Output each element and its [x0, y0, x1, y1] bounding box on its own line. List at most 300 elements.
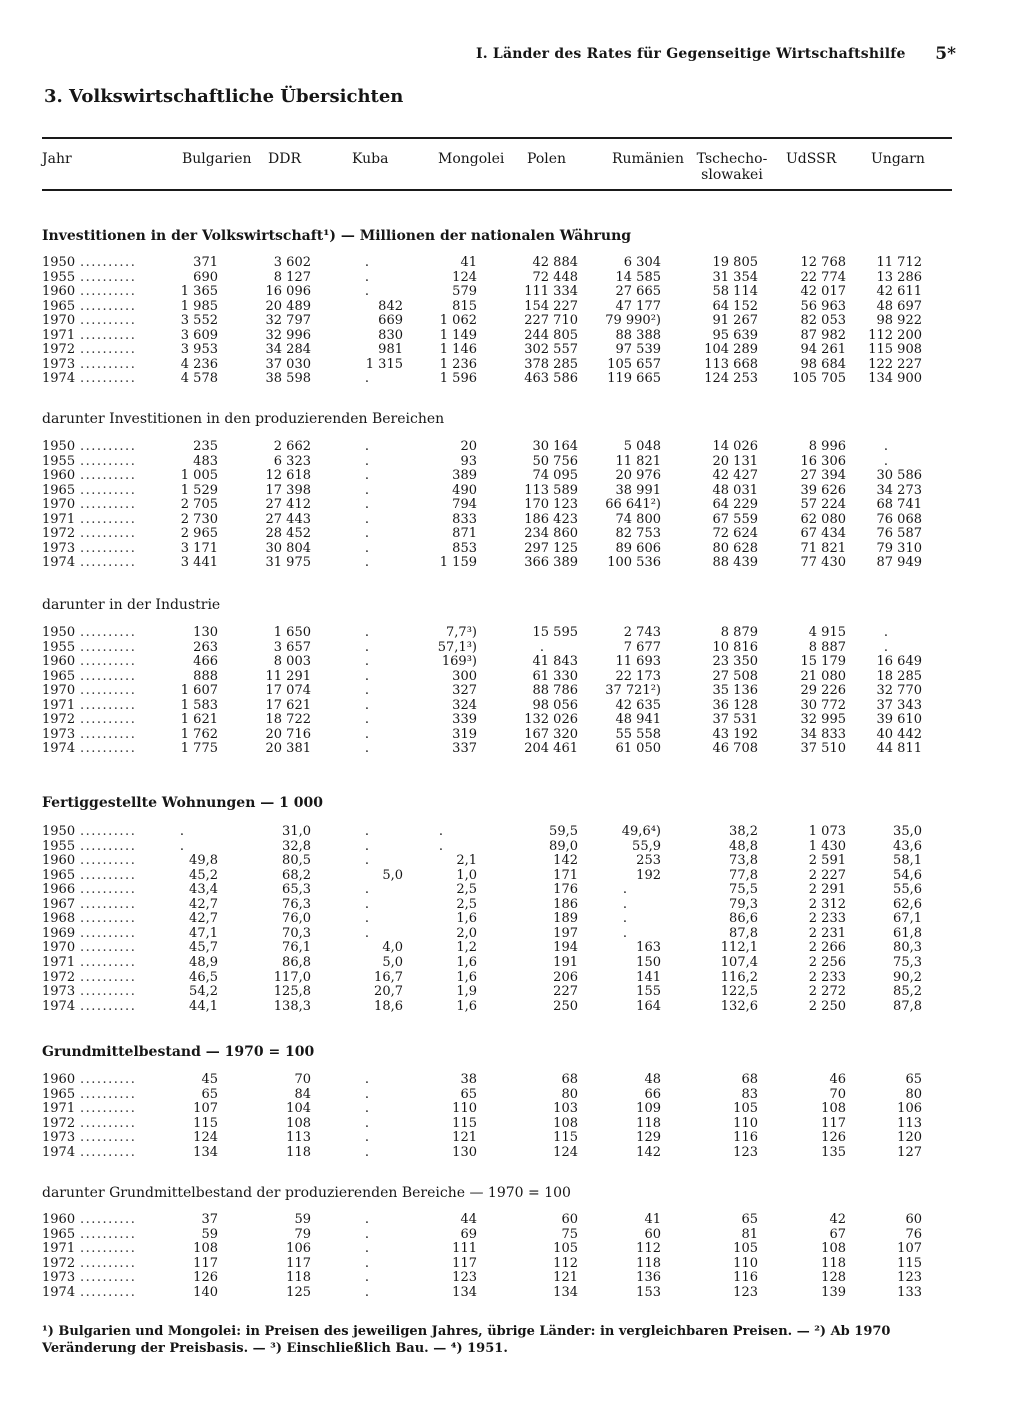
- leader-dots: ..........: [80, 469, 137, 484]
- table-cell: 18 722: [265, 712, 311, 728]
- row-year: 1971: [42, 697, 76, 713]
- leader-dots: ..........: [80, 1116, 137, 1131]
- table-cell: 2 233: [808, 911, 846, 927]
- table-cell: 27 394: [800, 468, 846, 484]
- table-cell: 115: [897, 1255, 922, 1271]
- table-row: [0, 556, 1024, 570]
- row-year: 1971: [42, 327, 76, 343]
- table-cell: 300: [452, 668, 477, 684]
- table-cell: 64 152: [712, 298, 758, 314]
- table-cell: 1 149: [439, 327, 477, 343]
- table-cell: 117,0: [273, 969, 311, 985]
- table-cell: 4 915: [808, 625, 846, 640]
- table-cell: 105: [553, 1241, 578, 1257]
- leader-dots: ..........: [80, 527, 137, 542]
- row-year: 1960: [42, 1072, 76, 1087]
- row-year: 1970: [42, 940, 76, 956]
- table-cell: 122 227: [868, 356, 922, 372]
- table-cell: 20 716: [265, 726, 311, 742]
- table-cell: 176: [553, 882, 578, 898]
- table-cell: 2,1: [456, 853, 477, 869]
- table-cell: 8 996: [808, 439, 846, 454]
- table-cell: 1 650: [273, 625, 311, 640]
- table-cell: 466: [193, 654, 218, 670]
- table-cell: 34 273: [876, 482, 922, 498]
- table-cell: 80: [905, 1086, 922, 1102]
- table-cell: 164: [636, 998, 661, 1014]
- col-header-year: Jahr: [42, 151, 72, 167]
- table-cell: 842: [378, 298, 403, 314]
- table-cell: .: [622, 911, 628, 927]
- table-cell: 12 618: [265, 468, 311, 484]
- leader-dots: ..........: [80, 626, 137, 640]
- table-cell: 42 017: [800, 284, 846, 300]
- leader-dots: ..........: [80, 684, 137, 699]
- table-cell: 134 900: [868, 371, 922, 387]
- table-cell: 2 291: [808, 882, 846, 898]
- table-cell: 4 578: [180, 371, 218, 387]
- leader-dots: ..........: [80, 512, 137, 527]
- table-cell: 2 965: [180, 526, 218, 542]
- row-year: 1965: [42, 1086, 76, 1102]
- table-cell: 234 860: [524, 526, 578, 542]
- row-year: 1968: [42, 911, 76, 927]
- table-row: [0, 670, 1024, 684]
- table-cell: 5 048: [623, 439, 661, 454]
- table-cell: 153: [636, 1284, 661, 1300]
- table-cell: 32,8: [282, 838, 311, 854]
- row-year: 1970: [42, 683, 76, 699]
- table-cell: .: [364, 1144, 370, 1160]
- table-cell: 490: [452, 482, 477, 498]
- table-cell: 74 800: [615, 511, 661, 527]
- table-cell: 16,7: [374, 969, 403, 985]
- table-cell: 110: [452, 1101, 477, 1117]
- table-cell: 244 805: [524, 327, 578, 343]
- table-row: [0, 343, 1024, 357]
- table-cell: 108: [821, 1241, 846, 1257]
- table-cell: 154 227: [524, 298, 578, 314]
- table-cell: .: [364, 639, 370, 655]
- table-cell: 204 461: [524, 741, 578, 757]
- leader-dots: ..........: [80, 640, 137, 655]
- table-cell: 75,5: [729, 882, 758, 898]
- table-cell: 794: [452, 497, 477, 513]
- row-year: 1967: [42, 896, 76, 912]
- row-year: 1960: [42, 853, 76, 869]
- table-cell: 1,6: [456, 911, 477, 927]
- row-year: 1955: [42, 838, 76, 854]
- table-cell: 31 975: [265, 555, 311, 571]
- table-cell: 3 609: [180, 327, 218, 343]
- table-cell: 104 289: [704, 342, 758, 358]
- table-cell: 170 123: [524, 497, 578, 513]
- table-cell: 70,3: [282, 925, 311, 941]
- table-cell: 69: [460, 1226, 477, 1242]
- table-cell: 123: [897, 1270, 922, 1286]
- table-cell: 227: [553, 984, 578, 999]
- table-cell: 30 586: [876, 468, 922, 484]
- table-cell: .: [364, 482, 370, 498]
- table-cell: 36 128: [712, 697, 758, 713]
- leader-dots: ..........: [80, 713, 137, 728]
- leader-dots: ..........: [80, 1242, 137, 1257]
- col-header-ungarn: Ungarn: [871, 151, 925, 167]
- table-cell: 2 591: [808, 853, 846, 869]
- leader-dots: ..........: [80, 912, 137, 927]
- table-cell: 67: [829, 1226, 846, 1242]
- table-cell: 1,0: [456, 867, 477, 883]
- table-cell: 89 606: [615, 540, 661, 556]
- table-cell: 55,6: [893, 882, 922, 898]
- table-cell: 1,9: [456, 984, 477, 999]
- row-year: 1973: [42, 1130, 76, 1146]
- table-cell: 55,9: [632, 838, 661, 854]
- table-cell: 100 536: [607, 555, 661, 571]
- table-cell: 1,2: [456, 940, 477, 956]
- row-year: 1971: [42, 511, 76, 527]
- table-cell: .: [622, 925, 628, 941]
- table-cell: 113 668: [704, 356, 758, 372]
- row-year: 1960: [42, 468, 76, 484]
- table-cell: 42,7: [189, 896, 218, 912]
- row-year: 1970: [42, 497, 76, 513]
- table-cell: .: [539, 639, 545, 655]
- table-row: [0, 1073, 1024, 1087]
- leader-dots: ..........: [80, 897, 137, 912]
- table-cell: 40 442: [876, 726, 922, 742]
- row-year: 1974: [42, 1284, 76, 1300]
- leader-dots: ..........: [80, 956, 137, 970]
- table-cell: .: [364, 1072, 370, 1087]
- table-cell: 16 649: [876, 654, 922, 670]
- table-cell: 2 266: [808, 940, 846, 956]
- table-cell: 1,6: [456, 969, 477, 985]
- leader-dots: ..........: [80, 970, 137, 985]
- table-cell: 84: [294, 1086, 311, 1102]
- table-cell: 15 179: [800, 654, 846, 670]
- table-cell: .: [364, 1226, 370, 1242]
- table-cell: 235: [193, 439, 218, 454]
- table-cell: 112,1: [720, 940, 758, 956]
- table-cell: 10 816: [712, 639, 758, 655]
- table-cell: 60: [561, 1212, 578, 1227]
- table-cell: 8 127: [273, 269, 311, 285]
- table-cell: 194: [553, 940, 578, 956]
- table-cell: 104: [286, 1101, 311, 1117]
- row-year: 1973: [42, 984, 76, 999]
- row-year: 1972: [42, 342, 76, 358]
- table-cell: 117: [452, 1255, 477, 1271]
- table-cell: 2,5: [456, 896, 477, 912]
- leader-dots: ..........: [80, 314, 137, 329]
- table-cell: 2 705: [180, 497, 218, 513]
- table-cell: .: [364, 526, 370, 542]
- table-cell: .: [364, 654, 370, 670]
- table-cell: .: [364, 911, 370, 927]
- table-cell: 134: [553, 1284, 578, 1300]
- table-row: [0, 927, 1024, 941]
- table-cell: 85,2: [893, 984, 922, 999]
- table-cell: 86,6: [729, 911, 758, 927]
- table-cell: 80,3: [893, 940, 922, 956]
- row-year: 1972: [42, 1115, 76, 1131]
- leader-dots: ..........: [80, 256, 137, 270]
- table-cell: 669: [378, 313, 403, 329]
- table-cell: 142: [553, 853, 578, 869]
- row-year: 1966: [42, 882, 76, 898]
- section-heading: Fertiggestellte Wohnungen — 1 000: [42, 795, 323, 811]
- table-row: [0, 271, 1024, 285]
- table-cell: .: [364, 497, 370, 513]
- leader-dots: ..........: [80, 440, 137, 454]
- table-cell: 124: [193, 1130, 218, 1146]
- row-year: 1973: [42, 540, 76, 556]
- table-cell: 35,0: [893, 824, 922, 839]
- table-cell: 11 693: [615, 654, 661, 670]
- table-cell: 127: [897, 1144, 922, 1160]
- leader-dots: ..........: [80, 483, 137, 498]
- table-cell: 79: [294, 1226, 311, 1242]
- table-cell: 339: [452, 712, 477, 728]
- table-cell: 98 684: [800, 356, 846, 372]
- table-cell: 1,6: [456, 955, 477, 970]
- table-row: [0, 469, 1024, 483]
- table-cell: 227 710: [524, 313, 578, 329]
- table-cell: 107,4: [720, 955, 758, 970]
- table-cell: 129: [636, 1130, 661, 1146]
- table-cell: 108: [821, 1101, 846, 1117]
- leader-dots: ..........: [80, 556, 137, 571]
- table-row: [0, 1102, 1024, 1116]
- table-row: [0, 455, 1024, 469]
- table-cell: 123: [733, 1144, 758, 1160]
- table-cell: 366 389: [524, 555, 578, 571]
- table-cell: 871: [452, 526, 477, 542]
- table-cell: 55 558: [615, 726, 661, 742]
- table-cell: 23 350: [712, 654, 758, 670]
- table-cell: 88 439: [712, 555, 758, 571]
- table-cell: 29 226: [800, 683, 846, 699]
- leader-dots: ..........: [80, 839, 137, 854]
- table-cell: 5,0: [382, 955, 403, 970]
- table-cell: 45: [201, 1072, 218, 1087]
- table-cell: 108: [553, 1115, 578, 1131]
- row-year: 1969: [42, 925, 76, 941]
- table-cell: .: [364, 668, 370, 684]
- table-cell: 37 531: [712, 712, 758, 728]
- table-cell: 319: [452, 726, 477, 742]
- table-cell: 58 114: [712, 284, 758, 300]
- table-cell: 35 136: [712, 683, 758, 699]
- table-cell: 2,5: [456, 882, 477, 898]
- table-cell: 31 354: [712, 269, 758, 285]
- table-cell: 815: [452, 298, 477, 314]
- table-cell: 87,8: [893, 998, 922, 1014]
- table-cell: 72 448: [532, 269, 578, 285]
- table-cell: 134: [452, 1284, 477, 1300]
- table-row: [0, 941, 1024, 955]
- table-cell: 30 804: [265, 540, 311, 556]
- row-year: 1973: [42, 726, 76, 742]
- table-cell: 65: [201, 1086, 218, 1102]
- table-cell: 61 050: [615, 741, 661, 757]
- table-cell: 142: [636, 1144, 661, 1160]
- row-year: 1955: [42, 269, 76, 285]
- col-header-udssr: UdSSR: [786, 151, 837, 167]
- table-cell: 324: [452, 697, 477, 713]
- leader-dots: ..........: [80, 285, 137, 300]
- row-year: 1974: [42, 555, 76, 571]
- table-cell: 65: [460, 1086, 477, 1102]
- table-cell: 107: [897, 1241, 922, 1257]
- table-cell: 118: [636, 1115, 661, 1131]
- table-cell: 189: [553, 911, 578, 927]
- table-cell: 44 811: [876, 741, 922, 757]
- row-year: 1965: [42, 298, 76, 314]
- table-cell: 111 334: [524, 284, 578, 300]
- table-cell: 37 721²): [605, 683, 661, 699]
- table-cell: 18,6: [374, 998, 403, 1014]
- table-cell: .: [364, 824, 370, 839]
- table-cell: 41 843: [532, 654, 578, 670]
- table-cell: .: [364, 1086, 370, 1102]
- table-cell: 4 236: [180, 356, 218, 372]
- table-cell: 49,8: [189, 853, 218, 869]
- table-cell: 14 026: [712, 439, 758, 454]
- table-row: [0, 440, 1024, 454]
- table-cell: 46 708: [712, 741, 758, 757]
- table-cell: 116: [733, 1270, 758, 1286]
- table-row: [0, 300, 1024, 314]
- table-cell: 206: [553, 969, 578, 985]
- leader-dots: ..........: [80, 1213, 137, 1227]
- table-cell: 60: [644, 1226, 661, 1242]
- table-cell: 1 062: [439, 313, 477, 329]
- table-cell: .: [364, 1212, 370, 1227]
- table-cell: 1 529: [180, 482, 218, 498]
- table-cell: 98 922: [876, 313, 922, 329]
- table-cell: 18 285: [876, 668, 922, 684]
- table-cell: 37: [201, 1212, 218, 1227]
- table-row: [0, 1228, 1024, 1242]
- table-cell: 59,5: [549, 824, 578, 839]
- table-cell: 136: [636, 1270, 661, 1286]
- table-cell: 3 171: [180, 540, 218, 556]
- leader-dots: ..........: [80, 669, 137, 684]
- table-cell: 167 320: [524, 726, 578, 742]
- table-cell: .: [364, 540, 370, 556]
- table-cell: 112: [636, 1241, 661, 1257]
- table-cell: 76,3: [282, 896, 311, 912]
- table-cell: 50 756: [532, 453, 578, 469]
- table-cell: 3 602: [273, 255, 311, 270]
- table-cell: .: [364, 555, 370, 571]
- table-cell: 48 941: [615, 712, 661, 728]
- table-row: [0, 699, 1024, 713]
- table-cell: 76,0: [282, 911, 311, 927]
- leader-dots: ..........: [80, 1102, 137, 1117]
- table-cell: .: [364, 882, 370, 898]
- table-row: [0, 484, 1024, 498]
- table-cell: 48 031: [712, 482, 758, 498]
- section-title: 3. Volkswirtschaftliche Übersichten: [44, 86, 404, 107]
- table-cell: 463 586: [524, 371, 578, 387]
- section-heading: Investitionen in der Volkswirtschaft¹) — Millionen der nationalen Währung: [42, 228, 632, 244]
- table-cell: 2 233: [808, 969, 846, 985]
- table-cell: 87 949: [876, 555, 922, 571]
- table-cell: 75: [561, 1226, 578, 1242]
- table-cell: 20 381: [265, 741, 311, 757]
- table-cell: 135: [821, 1144, 846, 1160]
- table-cell: .: [364, 453, 370, 469]
- table-cell: 73,8: [729, 853, 758, 869]
- table-row: [0, 372, 1024, 386]
- table-cell: 3 441: [180, 555, 218, 571]
- leader-dots: ..........: [80, 999, 137, 1014]
- table-cell: 118: [821, 1255, 846, 1271]
- table-cell: 1 146: [439, 342, 477, 358]
- table-cell: 30 772: [800, 697, 846, 713]
- table-cell: 38: [460, 1072, 477, 1087]
- table-cell: 11 712: [876, 255, 922, 270]
- table-cell: 42,7: [189, 911, 218, 927]
- table-row: [0, 854, 1024, 868]
- table-cell: 122,5: [720, 984, 758, 999]
- table-cell: 112 200: [868, 327, 922, 343]
- table-cell: 22 774: [800, 269, 846, 285]
- table-cell: 54,6: [893, 867, 922, 883]
- table-cell: 110: [733, 1115, 758, 1131]
- table-cell: 60: [905, 1212, 922, 1227]
- table-cell: 106: [286, 1241, 311, 1257]
- table-cell: 2 730: [180, 511, 218, 527]
- table-cell: 41: [460, 255, 477, 270]
- table-row: [0, 898, 1024, 912]
- table-cell: .: [883, 639, 889, 655]
- table-cell: 2 250: [808, 998, 846, 1014]
- table-cell: 65: [741, 1212, 758, 1227]
- table-cell: 79 990²): [605, 313, 661, 329]
- table-cell: 171: [553, 867, 578, 883]
- table-row: [0, 1271, 1024, 1285]
- table-cell: 42: [829, 1212, 846, 1227]
- table-cell: .: [364, 284, 370, 300]
- table-cell: 2 227: [808, 867, 846, 883]
- table-cell: 43,6: [893, 838, 922, 854]
- table-cell: .: [883, 625, 889, 640]
- table-row: [0, 329, 1024, 343]
- table-cell: 59: [294, 1212, 311, 1227]
- table-cell: 690: [193, 269, 218, 285]
- table-row: [0, 498, 1024, 512]
- table-cell: .: [438, 824, 444, 839]
- table-cell: 59: [201, 1226, 218, 1242]
- row-year: 1973: [42, 1270, 76, 1286]
- table-cell: 98 056: [532, 697, 578, 713]
- table-row: [0, 641, 1024, 655]
- table-cell: 110: [733, 1255, 758, 1271]
- table-cell: 123: [733, 1284, 758, 1300]
- table-cell: 70: [829, 1086, 846, 1102]
- col-header-kuba: Kuba: [352, 151, 389, 167]
- table-cell: 1 607: [180, 683, 218, 699]
- table-cell: 45,7: [189, 940, 218, 956]
- table-cell: 61,8: [893, 925, 922, 941]
- leader-dots: ..........: [80, 372, 137, 387]
- table-cell: 27 412: [265, 497, 311, 513]
- table-cell: 77,8: [729, 867, 758, 883]
